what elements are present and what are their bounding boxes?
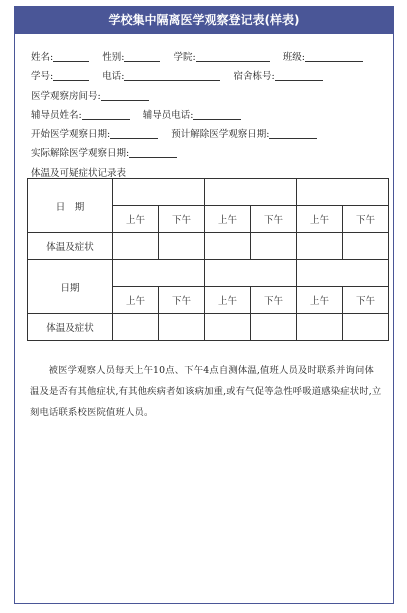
pm-header: 下午 [159,206,205,233]
form-sheet [14,6,394,604]
phone-blank [124,68,220,81]
date-cell [113,179,205,206]
record-cell [251,233,297,260]
counselor-phone-blank [193,107,241,120]
actual-end-label: 实际解除医学观察日期: [31,148,130,160]
room-label: 医学观察房间号: [31,90,101,102]
record-cell [297,314,343,341]
record-cell [113,314,159,341]
student-id-blank [53,68,89,81]
name-blank [53,49,89,62]
start-date-blank [110,126,158,139]
am-header: 上午 [297,287,343,314]
pm-header: 下午 [159,287,205,314]
record-cell [205,314,251,341]
pm-header: 下午 [343,206,389,233]
notice-paragraph: 被医学观察人员每天上午10点、下午4点自测体温,值班人员及时联系并询问体温及是否有其他症状,有其他疾病者如该病加重,或有气促等急性呼吸道感染症状时,立刻电话联系校医院值班人员。 [30,365,382,418]
am-header: 上午 [113,287,159,314]
date-cell [205,260,297,287]
registration-fields [31,48,381,183]
record-cell [343,314,389,341]
date-cell [113,260,205,287]
counselor-name-label: 辅导员姓名: [31,109,82,121]
record-cell [159,314,205,341]
class-blank [305,49,363,62]
table-row [28,179,389,206]
dorm-label: 宿舍栋号: [233,71,275,83]
form-title: 学校集中隔离医学观察登记表(样表) [15,7,393,34]
record-cell [205,233,251,260]
am-header: 上午 [297,206,343,233]
name-label: 姓名: [31,52,54,63]
record-cell [113,233,159,260]
field-row-3 [31,87,381,106]
start-date-label: 开始医学观察日期: [31,129,111,141]
gender-blank [124,49,160,62]
pm-header: 下午 [251,206,297,233]
field-row-6 [31,144,381,163]
class-label: 班级: [282,52,305,63]
record-cell [297,233,343,260]
table-row [28,314,389,341]
am-header: 上午 [205,287,251,314]
phone-label: 电话: [102,71,125,83]
expected-end-label: 预计解除医学观察日期: [171,129,270,141]
actual-end-blank [129,145,177,158]
gender-label: 性别: [102,52,125,63]
college-label: 学院: [173,52,196,63]
table-row [28,233,389,260]
field-row-2 [31,67,381,86]
table-row [28,260,389,287]
dorm-blank [275,68,323,81]
date-header-1: 日 期 [28,179,113,233]
record-cell [159,233,205,260]
counselor-phone-label: 辅导员电话: [142,109,194,121]
table-caption: 体温及可疑症状记录表 [31,167,127,179]
am-header: 上午 [205,206,251,233]
date-cell [205,179,297,206]
field-row-4 [31,106,381,125]
date-cell [297,260,389,287]
temp-label-1: 体温及症状 [28,233,113,260]
field-row-1 [31,48,381,67]
college-blank [196,49,270,62]
expected-end-blank [269,126,317,139]
room-blank [101,88,149,101]
date-cell [297,179,389,206]
pm-header: 下午 [251,287,297,314]
pm-header: 下午 [343,287,389,314]
field-row-5 [31,125,381,144]
temp-label-2: 体温及症状 [28,314,113,341]
am-header: 上午 [113,206,159,233]
counselor-name-blank [82,107,130,120]
student-id-label: 学号: [31,71,54,83]
record-cell [251,314,297,341]
record-cell [343,233,389,260]
date-header-2: 日期 [28,260,113,314]
temperature-record-table [27,178,389,341]
